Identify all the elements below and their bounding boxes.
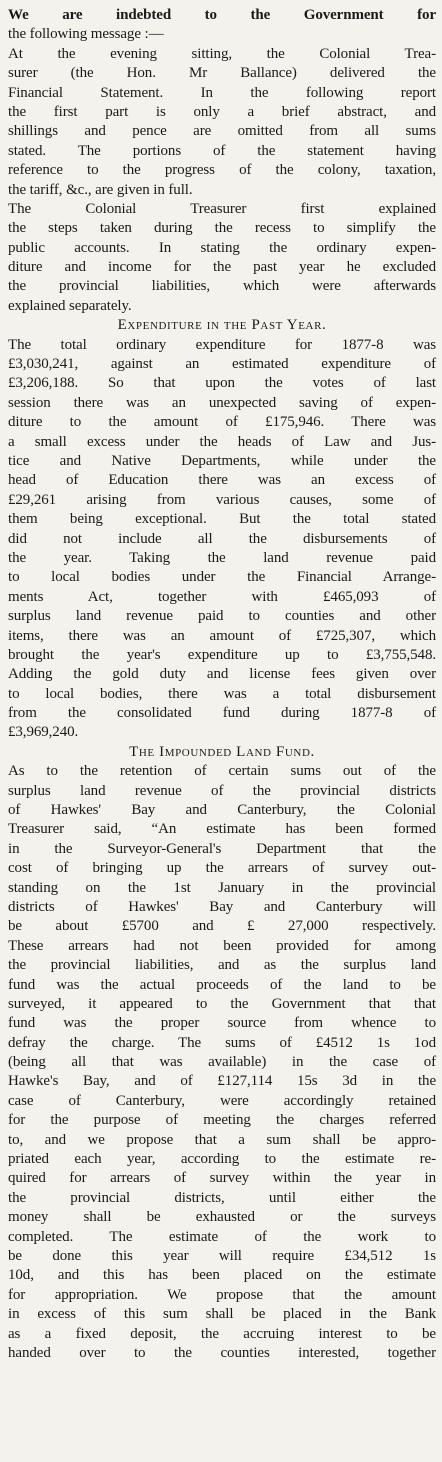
article-line: completed. The estimate of the work to — [8, 1228, 436, 1245]
article-line: the provincial districts, until either the — [8, 1189, 436, 1206]
article-line: to local bodies, there was a total disbursement — [8, 685, 436, 702]
article-line: Financial Statement. In the following report — [8, 84, 436, 101]
article-line: £3,969,240. — [8, 724, 79, 741]
article-line: £3,206,188. So that upon the votes of last — [8, 375, 436, 392]
article-line: did not include all the disbursements of — [8, 530, 436, 547]
article-line: tice and Native Departments, while under the — [8, 452, 436, 469]
article-line: to, and we propose that a sum shall be appro- — [8, 1131, 436, 1148]
article-line: priated each year, according to the estimate re- — [8, 1151, 436, 1168]
article-line: case of Canterbury, were accordingly retained — [8, 1092, 436, 1109]
article-line: Hawke's Bay, and of £127,114 15s 3d in the — [8, 1073, 436, 1090]
article-line: handed over to the counties interested, together — [8, 1344, 436, 1361]
article-line: These arrears had not been provided for among — [8, 937, 436, 954]
article-line: session there was an unexpected saving of expen- — [8, 394, 436, 411]
section-heading: The Impounded Land Fund. — [129, 743, 315, 760]
article-line: We are indebted to the Government for — [8, 7, 436, 23]
article-line: districts of Hawkes' Bay and Canterbury will — [8, 898, 436, 915]
article-line: the year. Taking the land revenue paid — [8, 549, 436, 566]
article-line: explained separately. — [8, 297, 132, 314]
article-line: surer (the Hon. Mr Ballance) delivered the — [8, 65, 436, 82]
article-line: for the purpose of meeting the charges referred — [8, 1112, 436, 1129]
article-line: 10d, and this has been placed on the estimate — [8, 1267, 436, 1284]
article-line: the steps taken during the recess to simplify the — [8, 220, 436, 237]
article-line: At the evening sitting, the Colonial Trea- — [8, 45, 436, 62]
article-line — [8, 1422, 436, 1441]
article-line: the tariff, &c., are given in full. — [8, 181, 193, 198]
article-line: items, there was an amount of £725,307, which — [8, 627, 436, 644]
article-line: defray the charge. The sums of £4512 1s 1od — [8, 1034, 436, 1051]
article-line: £29,261 arising from various causes, some of — [8, 491, 436, 508]
article-line: quired for arrears of survey within the year in — [8, 1170, 436, 1187]
article-line: be done this year will require £34,512 1s — [8, 1248, 436, 1264]
article-line: to local bodies under the Financial Arrange- — [8, 569, 436, 586]
article-line: (being all that was available) in the case of — [8, 1054, 436, 1071]
article-line: them being exceptional. But the total stated — [8, 511, 436, 528]
article-line: reference to the progress of the colony, taxation, — [8, 162, 436, 179]
article-line: £3,030,241, against an estimated expenditure of — [8, 356, 436, 373]
article-line: head of Education there was an excess of — [8, 472, 436, 489]
article-line: diture to the amount of £175,946. There was — [8, 414, 436, 431]
article-line: brought the year's expenditure up to £3,755,548. — [8, 646, 436, 663]
article-line: cost of bringing up the arrears of survey out- — [8, 860, 436, 877]
article-line: money shall be exhausted or the surveys — [8, 1209, 436, 1226]
article-line: shillings and pence are omitted from all sums — [8, 123, 436, 140]
article-line: the first part is only a brief abstract, and — [8, 103, 436, 120]
section-heading: Expenditure in the Past Year. — [117, 317, 327, 334]
article-line: be about £5700 and £ 27,000 respectively. — [8, 918, 436, 935]
article-line: from the consolidated fund during 1877-8 of — [8, 705, 436, 722]
article-line: standing on the 1st January in the provincial — [8, 879, 436, 896]
article-line: surveyed, it appeared to the Government that that — [8, 995, 436, 1012]
article-line: in the Surveyor-General's Department that the — [8, 840, 436, 857]
article-line: As to the retention of certain sums out of the — [8, 763, 436, 780]
article-line: the provincial liabilities, and as the surplus land — [8, 957, 436, 974]
article-line: the following message :— — [8, 26, 164, 43]
article-line — [8, 1402, 436, 1421]
article-line: surplus land revenue of the provincial districts — [8, 782, 436, 799]
article-line: ments Act, together with £465,093 of — [8, 588, 436, 605]
article-line — [8, 1383, 436, 1402]
article-line: Treasurer said, “An estimate has been formed — [8, 821, 436, 838]
article-line: fund was the actual proceeds of the land to be — [8, 976, 436, 993]
article-line: a small excess under the heads of Law and Jus- — [8, 433, 436, 450]
article-line: surplus land revenue paid to counties and other — [8, 608, 436, 625]
article-line: stated. The portions of the statement having — [8, 142, 436, 159]
article-line: The total ordinary expenditure for 1877-8 was — [8, 336, 436, 353]
article-line: of Hawkes' Bay and Canterbury, the Colonial — [8, 802, 436, 819]
article-line: the provincial liabilities, which were afterwards — [8, 278, 436, 295]
article-line: public accounts. In stating the ordinary expen- — [8, 239, 436, 256]
article-line: for appropriation. We propose that the amount — [8, 1286, 436, 1303]
article-line: The Colonial Treasurer first explained — [8, 200, 436, 217]
article-line — [8, 1363, 436, 1382]
article-line: in excess of this sum shall be placed in the Bank — [8, 1306, 436, 1323]
article-line: fund was the proper source from whence to — [8, 1015, 436, 1032]
article-line: Adding the gold duty and license fees given over — [8, 666, 436, 683]
article-line: as a fixed deposit, the accruing interest to be — [8, 1325, 436, 1342]
article-line: diture and income for the past year he excluded — [8, 259, 436, 276]
